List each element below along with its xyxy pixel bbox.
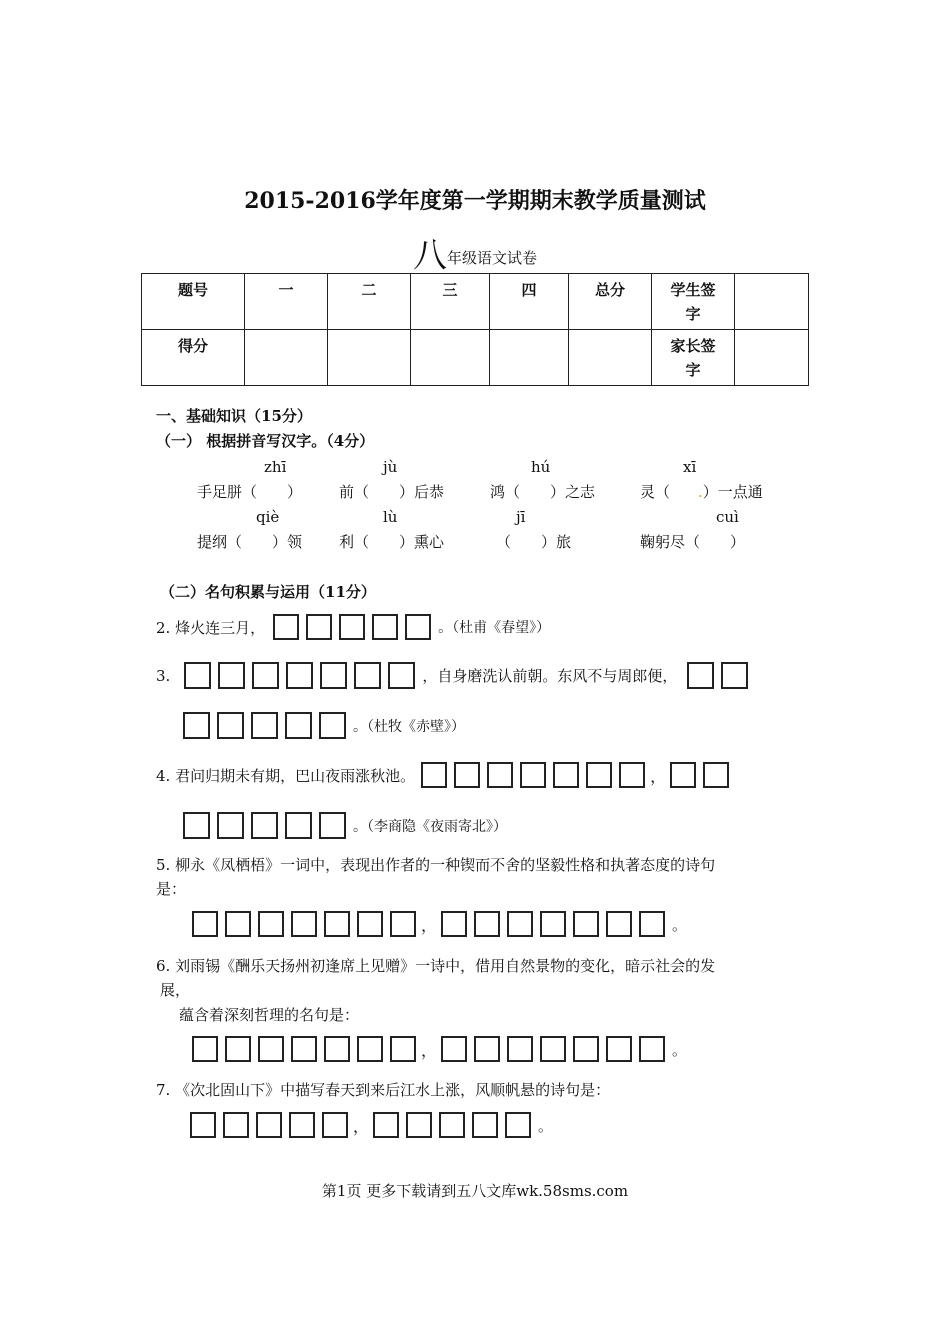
- answer-box[interactable]: [256, 1112, 282, 1138]
- answer-box[interactable]: [324, 1036, 350, 1062]
- idiom-blank: 鞠躬尽（ ）: [640, 533, 746, 551]
- pinyin: hú: [531, 458, 551, 476]
- answer-box[interactable]: [586, 762, 612, 788]
- idiom-blank: 手足胼（ ）: [197, 483, 303, 501]
- q3-middle: ，自身磨洗认前朝。东风不与周郎便，: [422, 667, 678, 685]
- answer-box[interactable]: [251, 712, 278, 739]
- answer-box[interactable]: [390, 911, 416, 937]
- answer-box[interactable]: [320, 662, 347, 689]
- answer-box[interactable]: [319, 812, 346, 839]
- answer-box[interactable]: [540, 911, 566, 937]
- score-table-header-row: [142, 274, 809, 330]
- q7-text: 7. 《次北固山下》中描写春天到来后江水上涨，风顺帆悬的诗句是：: [156, 1081, 611, 1099]
- q6-end: 。: [672, 1040, 688, 1059]
- score-cell: [328, 330, 411, 386]
- idiom-blank: 灵（ .）一点通: [640, 483, 763, 501]
- answer-box[interactable]: [619, 762, 645, 788]
- answer-box[interactable]: [507, 911, 533, 937]
- idiom-blank: 鸿（ ）之志: [490, 483, 596, 501]
- page-footer: 第1页 更多下载请到五八文库wk.58sms.com: [321, 1182, 629, 1200]
- q5-text-cont: 是：: [156, 880, 187, 898]
- subtitle-rest: 年级语文试卷: [446, 249, 537, 267]
- answer-box[interactable]: [273, 614, 299, 640]
- idiom-blank: 利（ ）熏心: [339, 533, 445, 551]
- answer-box[interactable]: [319, 712, 346, 739]
- answer-box[interactable]: [573, 911, 599, 937]
- question-6-answer: [192, 1036, 687, 1062]
- answer-box[interactable]: [639, 911, 665, 937]
- pinyin: xī: [683, 458, 697, 476]
- answer-box[interactable]: [441, 911, 467, 937]
- q3-suffix: 。（杜牧《赤壁》）: [353, 718, 465, 735]
- answer-box[interactable]: [218, 662, 245, 689]
- score-cell: [245, 330, 328, 386]
- answer-box[interactable]: [553, 762, 579, 788]
- answer-box[interactable]: [252, 662, 279, 689]
- answer-box[interactable]: [291, 1036, 317, 1062]
- answer-box[interactable]: [306, 614, 332, 640]
- idiom-blank: 提纲（ ）领: [197, 533, 303, 551]
- answer-box[interactable]: [421, 762, 447, 788]
- answer-box[interactable]: [285, 812, 312, 839]
- score-cell: 题号: [142, 274, 245, 330]
- grade-char: 八: [412, 236, 447, 276]
- q4-prefix: 4. 君问归期未有期，巴山夜雨涨秋池。: [156, 766, 416, 785]
- answer-box[interactable]: [217, 812, 244, 839]
- score-cell: [490, 330, 569, 386]
- answer-box[interactable]: [721, 662, 748, 689]
- answer-box[interactable]: [251, 812, 278, 839]
- answer-box[interactable]: [354, 662, 381, 689]
- score-cell: [411, 330, 490, 386]
- q5-end: 。: [672, 915, 688, 934]
- answer-box[interactable]: [487, 762, 513, 788]
- answer-box[interactable]: [192, 911, 218, 937]
- answer-box[interactable]: [373, 1112, 399, 1138]
- question-3-line2: [183, 712, 465, 739]
- score-cell: 学生签字: [652, 274, 735, 330]
- answer-box[interactable]: [357, 1036, 383, 1062]
- answer-box[interactable]: [225, 1036, 251, 1062]
- answer-box[interactable]: [357, 911, 383, 937]
- answer-box[interactable]: [439, 1112, 465, 1138]
- answer-box[interactable]: [225, 911, 251, 937]
- answer-box[interactable]: [339, 614, 365, 640]
- answer-box[interactable]: [217, 712, 244, 739]
- answer-box[interactable]: [190, 1112, 216, 1138]
- answer-box[interactable]: [390, 1036, 416, 1062]
- answer-box[interactable]: [670, 762, 696, 788]
- question-4: [156, 762, 736, 788]
- answer-box[interactable]: [322, 1112, 348, 1138]
- answer-box[interactable]: [687, 662, 714, 689]
- question-4-line2: [183, 812, 507, 839]
- q6-text: 6. 刘雨锡《酬乐天扬州初逢席上见赠》一诗中，借用自然景物的变化，暗示社会的发: [156, 957, 716, 975]
- q2-suffix: 。（杜甫《春望》）: [438, 620, 551, 636]
- answer-box[interactable]: [192, 1036, 218, 1062]
- question-2: [156, 614, 550, 640]
- answer-box[interactable]: [703, 762, 729, 788]
- subsection-1-heading: （一） 根据拼音写汉字。（4分）: [156, 432, 375, 450]
- answer-box[interactable]: [606, 911, 632, 937]
- pinyin: cuì: [716, 508, 739, 526]
- score-cell: 四: [490, 274, 569, 330]
- score-cell: [569, 330, 652, 386]
- answer-box[interactable]: [291, 911, 317, 937]
- idiom-blank: （ ）旅: [496, 533, 572, 551]
- score-cell: 一: [245, 274, 328, 330]
- answer-box[interactable]: [406, 1112, 432, 1138]
- answer-box[interactable]: [639, 1036, 665, 1062]
- q6-comma: ，: [421, 1040, 438, 1060]
- answer-box[interactable]: [606, 1036, 632, 1062]
- answer-box[interactable]: [183, 812, 210, 839]
- answer-box[interactable]: [520, 762, 546, 788]
- answer-box[interactable]: [286, 662, 313, 689]
- score-table: [141, 273, 809, 386]
- answer-box[interactable]: [474, 911, 500, 937]
- score-table-score-row: [142, 330, 809, 386]
- q4-suffix: 。（李商隐《夜雨寄北》）: [353, 818, 507, 835]
- exam-subtitle: [0, 228, 950, 277]
- answer-box[interactable]: [285, 712, 312, 739]
- answer-box[interactable]: [372, 614, 398, 640]
- q7-end: 。: [538, 1116, 554, 1135]
- pinyin: lù: [383, 508, 398, 526]
- exam-title: 2015-2016学年度第一学期期末教学质量测试: [244, 188, 706, 214]
- answer-box[interactable]: [454, 762, 480, 788]
- answer-box[interactable]: [388, 662, 415, 689]
- q2-prefix: 2. 烽火连三月，: [156, 618, 266, 637]
- pinyin: jù: [383, 458, 398, 476]
- answer-box[interactable]: [324, 911, 350, 937]
- score-cell: 得分: [142, 330, 245, 386]
- q3-num: 3.: [156, 666, 171, 685]
- answer-box[interactable]: [472, 1112, 498, 1138]
- subsection-2-heading: （二）名句积累与运用（11分）: [160, 583, 376, 601]
- answer-box[interactable]: [258, 911, 284, 937]
- answer-box[interactable]: [258, 1036, 284, 1062]
- score-cell: 二: [328, 274, 411, 330]
- answer-box[interactable]: [289, 1112, 315, 1138]
- q7-comma: ，: [353, 1116, 370, 1136]
- score-cell: 家长签字: [652, 330, 735, 386]
- pinyin: qiè: [256, 508, 280, 526]
- answer-box[interactable]: [573, 1036, 599, 1062]
- score-cell: [735, 274, 809, 330]
- idiom-blank: 前（ ）后恭: [339, 483, 445, 501]
- answer-box[interactable]: [184, 662, 211, 689]
- question-3: [156, 662, 755, 689]
- answer-box[interactable]: [183, 712, 210, 739]
- answer-box[interactable]: [540, 1036, 566, 1062]
- q5-text: 5. 柳永《凤栖梧》一词中，表现出作者的一种锲而不舍的坚毅性格和执著态度的诗句: [156, 856, 716, 874]
- question-5-answer: [192, 911, 687, 937]
- pinyin: zhī: [264, 458, 287, 476]
- score-cell: 三: [411, 274, 490, 330]
- score-cell: [735, 330, 809, 386]
- answer-box[interactable]: [441, 1036, 467, 1062]
- section-1-heading: 一、基础知识（15分）: [156, 407, 312, 425]
- q4-comma: ，: [650, 766, 667, 786]
- pinyin: jī: [516, 508, 526, 526]
- answer-box[interactable]: [405, 614, 431, 640]
- q5-comma: ，: [421, 915, 438, 935]
- q6-text-cont2: 蕴含着深刻哲理的名句是：: [179, 1006, 360, 1024]
- answer-box[interactable]: [223, 1112, 249, 1138]
- answer-box[interactable]: [474, 1036, 500, 1062]
- q6-text-cont: 展，: [160, 981, 191, 999]
- question-7-answer: [190, 1112, 553, 1138]
- answer-box[interactable]: [507, 1036, 533, 1062]
- score-cell: 总分: [569, 274, 652, 330]
- answer-box[interactable]: [505, 1112, 531, 1138]
